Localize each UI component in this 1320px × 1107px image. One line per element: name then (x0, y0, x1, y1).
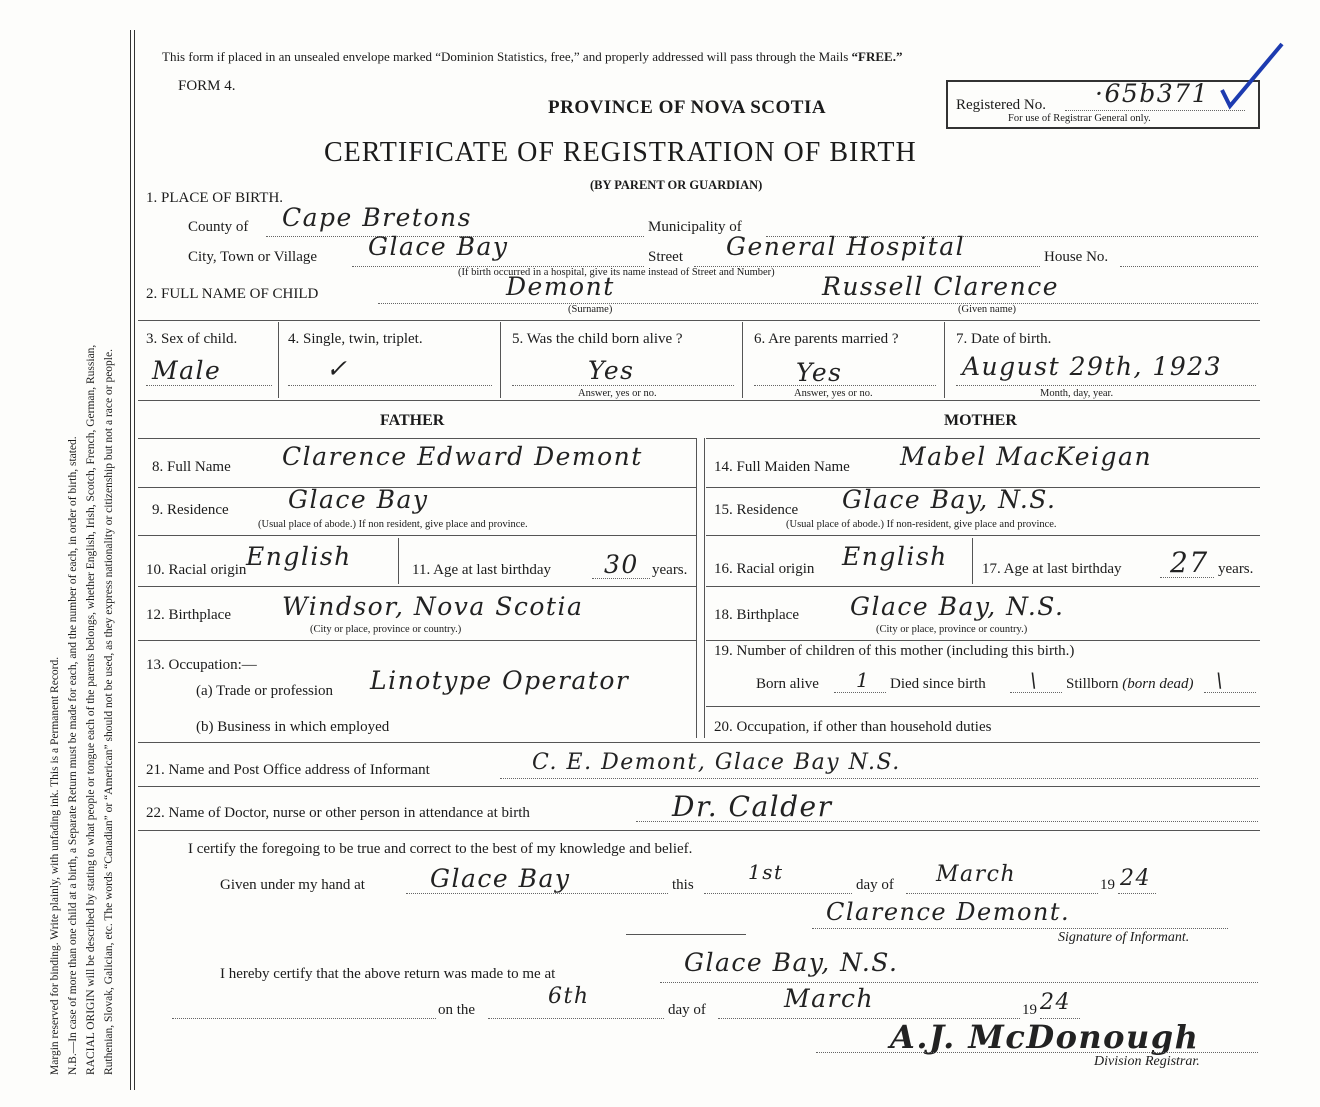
registrar-day-of-label: day of (668, 1002, 706, 1018)
registrar-note: For use of Registrar General only. (1008, 113, 1151, 124)
mother-residence-value: Glace Bay, N.S. (842, 485, 1057, 514)
rule-informant-top (138, 742, 1260, 743)
document-subtitle: (BY PARENT OR GUARDIAN) (590, 178, 763, 192)
certify-day-line (704, 893, 852, 894)
child-name-label: 2. FULL NAME OF CHILD (146, 286, 319, 302)
mother-name-label: 14. Full Maiden Name (714, 459, 850, 475)
rule-child-top (138, 320, 1260, 321)
mother-children-label: 19. Number of children of this mother (including this birth.) (714, 643, 1075, 659)
county-label: County of (188, 219, 249, 235)
parents-married-line (754, 385, 936, 386)
given-under-label: Given under my hand at (220, 877, 365, 893)
date-of-birth-value: August 29th, 1923 (962, 352, 1223, 381)
certify-statement: I certify the foregoing to be true and correct to the best of my knowledge and belief. (188, 841, 693, 857)
doctor-value: Dr. Calder (672, 790, 833, 823)
given-caption: (Given name) (958, 304, 1017, 315)
certify-year-prefix: 19 (1100, 877, 1115, 893)
parents-divider (696, 438, 697, 738)
margin-line-3: RACIAL ORIGIN will be described by stating to what people or tongue each of the parents belongs, whether English, Irish, Scotch, French, German, Russian, (85, 344, 97, 1075)
single-label: 4. Single, twin, triplet. (288, 331, 423, 347)
registrar-day-value: 6th (548, 984, 590, 1009)
hospital-note: (If birth occurred in a hospital, give its name instead of Street and Number) (458, 267, 775, 278)
born-alive-line (512, 385, 734, 386)
father-birthplace-label: 12. Birthplace (146, 607, 231, 623)
date-of-birth-label: 7. Date of birth. (956, 331, 1052, 347)
father-residence-label: 9. Residence (152, 502, 229, 518)
registrar-place-line (660, 982, 1258, 983)
registrar-on-the-label: on the (438, 1002, 476, 1018)
street-label: Street (648, 249, 683, 265)
father-trade-value: Linotype Operator (370, 666, 630, 695)
county-value: Cape Bretons (282, 203, 472, 232)
father-name-value: Clarence Edward Demont (282, 442, 643, 471)
informant-signature-line (812, 928, 1228, 929)
single-value: ✓ (326, 354, 349, 383)
street-value: General Hospital (726, 232, 966, 261)
city-label: City, Town or Village (188, 249, 318, 265)
father-age-label: 11. Age at last birthday (412, 562, 551, 578)
document-title: CERTIFICATE OF REGISTRATION OF BIRTH (324, 137, 917, 168)
father-city-note: (City or place, province or country.) (310, 624, 462, 635)
municipality-label: Municipality of (648, 219, 742, 235)
certify-year-value: 24 (1120, 866, 1151, 891)
mother-residence-label: 15. Residence (714, 502, 799, 518)
date-of-birth-caption: Month, day, year. (1040, 388, 1114, 399)
died-since-birth-line (1010, 692, 1062, 693)
child-name-line (378, 303, 1258, 304)
born-alive-label: 5. Was the child born alive ? (512, 331, 683, 347)
registrar-left-line (172, 1018, 436, 1019)
rule-informant-bottom (138, 786, 1260, 787)
registrar-caption: Division Registrar. (1094, 1054, 1200, 1069)
mail-notice: This form if placed in an unsealed envelope marked “Dominion Statistics, free,” and properly addressed will pass through the Mails “FREE.” (162, 49, 903, 64)
born-alive-count-line (834, 692, 886, 693)
mother-heading-rule (706, 438, 1260, 439)
certify-day-of-label: day of (856, 877, 894, 893)
parents-divider-2 (704, 438, 705, 738)
col-div-1 (278, 322, 279, 398)
certify-month-line (906, 893, 1098, 894)
informant-signature: Clarence Demont. (826, 898, 1071, 926)
date-of-birth-line (956, 385, 1256, 386)
informant-label: 21. Name and Post Office address of Informant (146, 762, 430, 778)
father-racial-value: English (246, 542, 352, 571)
mother-residence-rule (706, 535, 1260, 536)
col-div-3 (742, 322, 743, 398)
father-years-label: years. (652, 562, 688, 578)
mother-years-label: years. (1218, 561, 1254, 577)
province-title: PROVINCE OF NOVA SCOTIA (548, 97, 827, 118)
mother-racial-label: 16. Racial origin (714, 561, 815, 577)
certify-separator (626, 934, 746, 935)
rule-parents-top (138, 400, 1260, 401)
mother-heading: MOTHER (944, 412, 1017, 429)
margin-instructions (46, 345, 118, 1075)
margin-rule (130, 30, 131, 1090)
certify-month-value: March (936, 862, 1017, 887)
certify-year-line (1118, 893, 1156, 894)
margin-line-2: N.B.—In case of more than one child at a birth, a Separate Return must be made for each, and the number of each, in order of birth, stated. (67, 436, 79, 1075)
city-value: Glace Bay (368, 232, 509, 261)
given-place-value: Glace Bay (430, 864, 571, 893)
father-residence-rule (138, 535, 696, 536)
informant-signature-caption: Signature of Informant. (1058, 930, 1190, 945)
registrar-year-value: 24 (1040, 990, 1071, 1015)
father-business-label: (b) Business in which employed (196, 719, 390, 735)
col-div-4 (944, 322, 945, 398)
informant-value: C. E. Demont, Glace Bay N.S. (532, 750, 901, 775)
registrar-day-line (488, 1018, 664, 1019)
registrar-year-prefix: 19 (1022, 1002, 1037, 1018)
registrar-place-value: Glace Bay, N.S. (684, 948, 899, 977)
parents-married-label: 6. Are parents married ? (754, 331, 899, 347)
mother-birthplace-value: Glace Bay, N.S. (850, 592, 1065, 621)
mother-name-value: Mabel MacKeigan (900, 442, 1153, 471)
stillborn-label: Stillborn (born dead) (1066, 676, 1194, 692)
house-line (1120, 266, 1258, 267)
father-birthplace-value: Windsor, Nova Scotia (282, 592, 584, 621)
born-alive-value: Yes (588, 356, 635, 385)
father-abode-note: (Usual place of abode.) If non resident, give place and province. (258, 519, 528, 530)
given-place-line (406, 893, 668, 894)
father-birthplace-rule (138, 640, 696, 641)
father-occupation-label: 13. Occupation:— (146, 657, 257, 673)
father-heading: FATHER (380, 412, 445, 429)
mother-children-rule (706, 706, 1260, 707)
father-age-value: 30 (604, 550, 639, 579)
registrar-signature: A.J. McDonough (890, 1018, 1200, 1056)
registrar-statement: I hereby certify that the above return was made to me at (220, 966, 556, 982)
place-of-birth-label: 1. PLACE OF BIRTH. (146, 190, 284, 206)
died-since-birth-value: \ (1030, 668, 1039, 692)
parents-married-value: Yes (796, 358, 843, 387)
mother-age-value: 27 (1170, 546, 1209, 579)
single-line (288, 385, 492, 386)
registrar-month-value: March (784, 984, 875, 1013)
father-racial-divider (398, 538, 399, 584)
father-name-label: 8. Full Name (152, 459, 231, 475)
mother-racial-divider (972, 538, 973, 584)
this-label: this (672, 877, 694, 893)
born-alive-caption: Answer, yes or no. (578, 388, 657, 399)
margin-rule-2 (134, 30, 135, 1090)
check-mark (1218, 40, 1288, 115)
father-residence-value: Glace Bay (288, 485, 429, 514)
father-racial-rule (138, 586, 696, 587)
col-div-2 (500, 322, 501, 398)
sex-value: Male (152, 356, 222, 385)
registered-label: Registered No. (956, 97, 1046, 113)
parents-married-caption: Answer, yes or no. (794, 388, 873, 399)
stillborn-line (1204, 692, 1256, 693)
margin-line-1: Margin reserved for binding. Write plainly, with unfading ink. This is a Permanent Record. (49, 656, 61, 1075)
child-surname: Demont (506, 272, 615, 301)
stillborn-value: \ (1216, 668, 1225, 692)
rule-doctor-bottom (138, 830, 1260, 831)
father-trade-label: (a) Trade or profession (196, 683, 334, 699)
sex-label: 3. Sex of child. (146, 331, 238, 347)
registered-value: ·65b371 (1095, 79, 1209, 108)
doctor-label: 22. Name of Doctor, nurse or other person in attendance at birth (146, 805, 530, 821)
died-since-birth-label: Died since birth (890, 676, 986, 692)
child-given-name: Russell Clarence (822, 272, 1059, 301)
certify-day-value: 1st (748, 860, 784, 884)
mother-birthplace-rule (706, 640, 1260, 641)
mother-city-note: (City or place, province or country.) (876, 624, 1028, 635)
margin-line-4: Ruthenian, Slovak, Galician, etc. The words “Canadian” or “American” should not be used, as they express nationality or citizenship but not a race or people. (103, 349, 115, 1075)
mother-racial-value: English (842, 542, 948, 571)
mother-racial-rule (706, 586, 1260, 587)
father-heading-rule (138, 438, 696, 439)
form-number: FORM 4. (178, 78, 236, 94)
mother-age-label: 17. Age at last birthday (982, 561, 1122, 577)
father-racial-label: 10. Racial origin (146, 562, 247, 578)
mother-occupation-label: 20. Occupation, if other than household duties (714, 719, 992, 735)
born-alive-count: 1 (856, 668, 871, 692)
mother-abode-note: (Usual place of abode.) If non-resident, give place and province. (786, 519, 1057, 530)
house-number-label: House No. (1044, 249, 1109, 265)
registrar-signature-line (816, 1052, 1258, 1053)
sex-line (146, 385, 272, 386)
born-alive-count-label: Born alive (756, 676, 819, 692)
informant-line (500, 778, 1258, 779)
surname-caption: (Surname) (568, 304, 613, 315)
mother-birthplace-label: 18. Birthplace (714, 607, 799, 623)
